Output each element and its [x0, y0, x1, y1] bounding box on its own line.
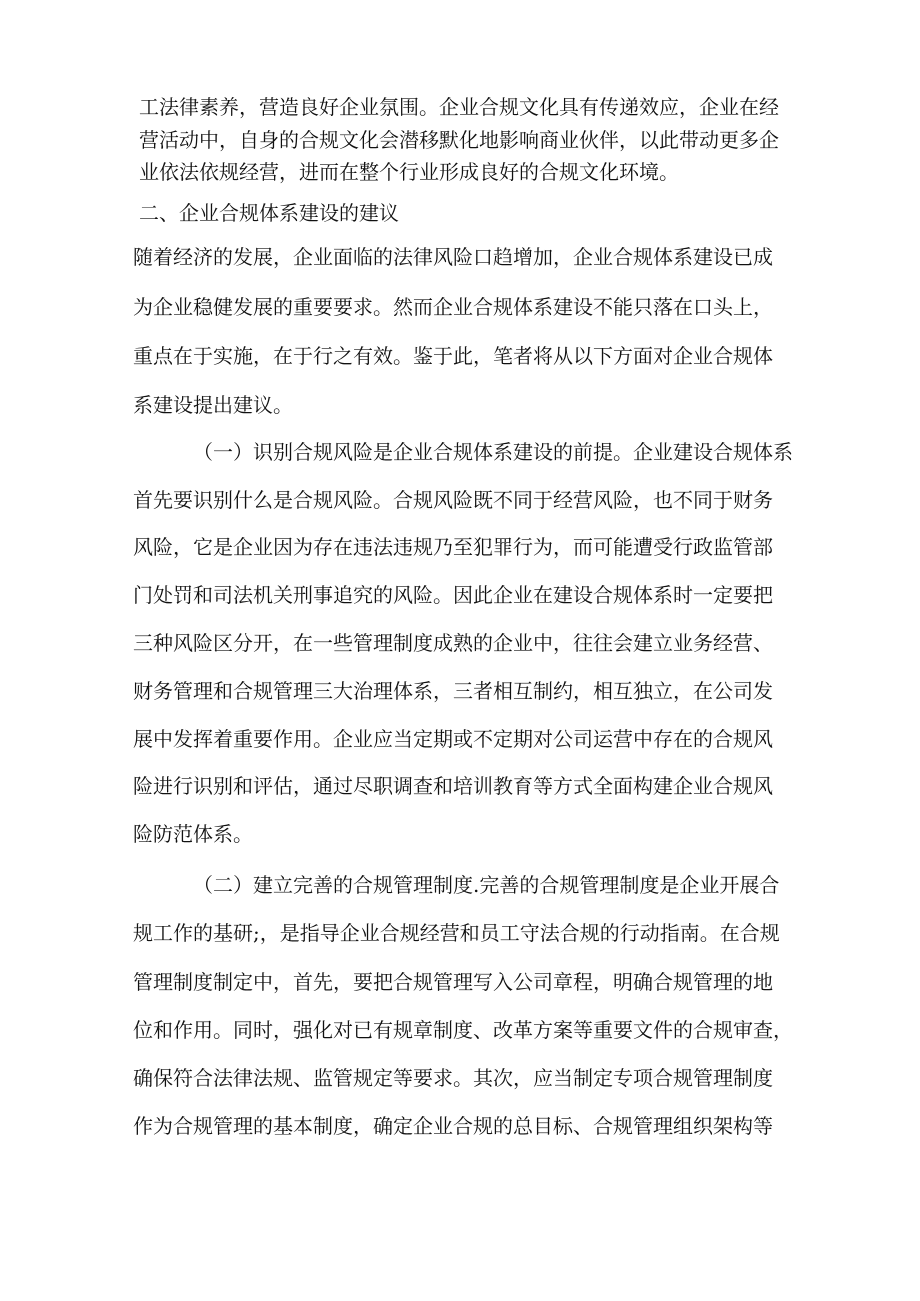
- text-line: 位和作用。同时，强化对已有规章制度、改革方案等重要文件的合规审查，: [133, 1018, 793, 1042]
- text-line: 三种风险区分开，在一些管理制度成熟的企业中，往往会建立业务经营、: [133, 631, 773, 655]
- text-line: 业依法依规经营，进而在整个行业形成良好的合规文化环境。: [139, 160, 679, 184]
- text-line: 为企业稳健发展的重要要求。然而企业合规体系建设不能只落在口头上，: [133, 295, 773, 319]
- text-line: 重点在于实施，在于行之有效。鉴于此，笔者将从以下方面对企业合规体: [133, 344, 773, 368]
- text-line: 首先要识别什么是合规风险。合规风险既不同于经营风险，也不同于财务: [133, 488, 773, 512]
- section-heading: 二、企业合规体系建设的建议: [139, 201, 399, 225]
- text-line: 规工作的基研;，是指导企业合规经营和员工守法合规的行动指南。在合规: [133, 921, 780, 945]
- text-line: 系建设提出建议。: [133, 393, 293, 417]
- text-line: 财务管理和合规管理三大治理体系，三者相互制约，相互独立，在公司发: [133, 679, 773, 703]
- text-line: 作为合规管理的基本制度，确定企业合规的总目标、合规管理组织架构等: [133, 1114, 773, 1138]
- text-line: 确保符合法律法规、监管规定等要求。其次，应当制定专项合规管理制度: [133, 1066, 773, 1090]
- text-line: （一）识别合规风险是企业合规体系建设的前提。企业建设合规体系: [193, 440, 793, 464]
- text-line: 展中发挥着重要作用。企业应当定期或不定期对公司运营中存在的合规风: [133, 727, 773, 751]
- text-line: 险进行识别和评估，通过尽职调查和培训教育等方式全面构建企业合规风: [133, 774, 773, 798]
- text-line: 随着经济的发展，企业面临的法律风险口趋增加，企业合规体系建设已成: [133, 245, 773, 269]
- text-line: 工法律素养，营造良好企业氛围。企业合规文化具有传递效应，企业在经: [139, 95, 779, 119]
- text-line: 营活动中，自身的合规文化会潜移默化地影响商业伙伴，以此带动更多企: [139, 128, 779, 152]
- text-line: 管理制度制定中，首先，要把合规管理写入公司章程，明确合规管理的地: [133, 970, 773, 994]
- text-line: 险防范体系。: [133, 822, 253, 846]
- text-line: 风险，它是企业因为存在违法违规乃至犯罪行为，而可能遭受行政监管部: [133, 535, 773, 559]
- text-line: 门处罚和司法机关刑事追究的风险。因此企业在建设合规体系时一定要把: [133, 583, 773, 607]
- text-line: （二）建立完善的合规管理制度.完善的合规管理制度是企业开展合: [193, 873, 780, 897]
